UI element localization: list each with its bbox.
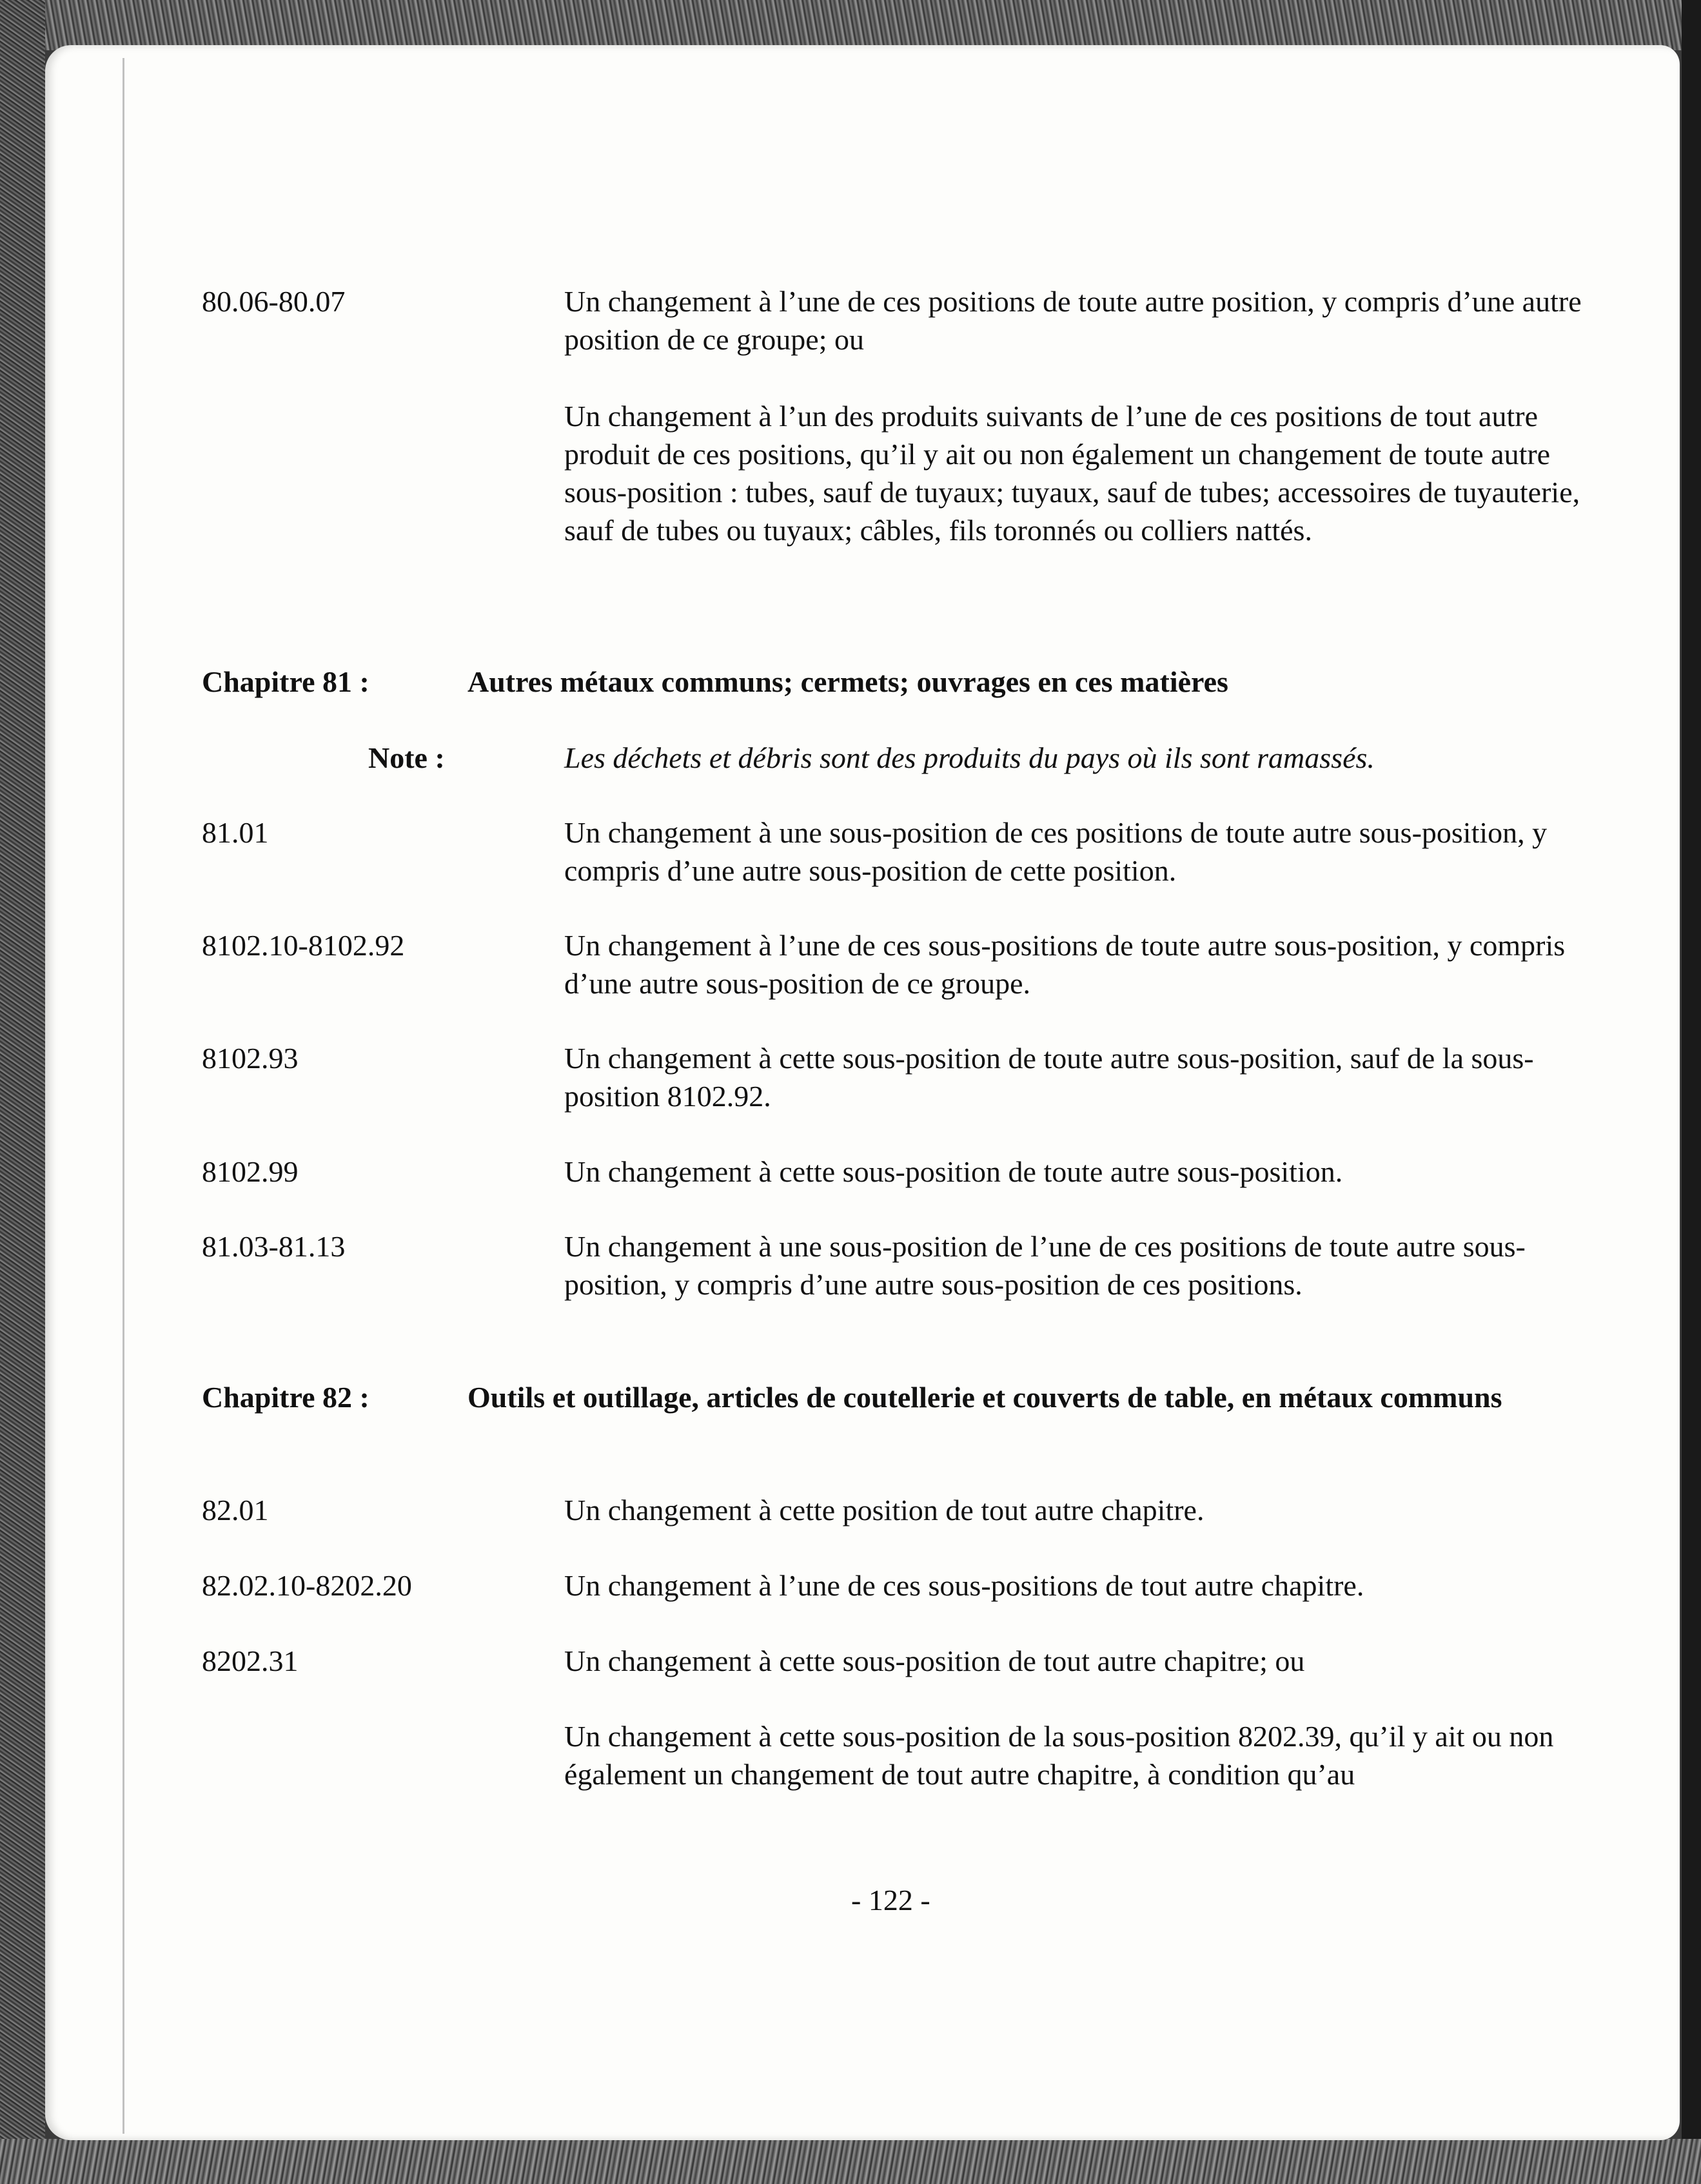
rule-paragraph: Un changement à l’un des produits suivants de l’une de ces positions de tout autre produit de ces positions, qu’il y ait ou non également un changement de toute autre sous-position : tubes, sauf de tuyaux; tuyaux, sauf de tubes; accessoires de tuyauterie, sauf de tubes ou tuyaux; câbles, fils toronnés ou colliers nattés.	[564, 400, 1580, 547]
rule-text: Un changement à une sous-position de l’une de ces positions de toute autre sous-position, y compris d’une autre sous-position de ces positions.	[564, 1230, 1526, 1301]
rule-text: Un changement à une sous-position de ces positions de toute autre sous-position, y compris d’une autre sous-position de cette position.	[564, 816, 1548, 887]
note-label: Note :	[368, 741, 445, 774]
rule-text: Un changement à cette sous-position de toute autre sous-position, sauf de la sous-position 8102.92.	[564, 1042, 1534, 1113]
tariff-code: 80.06-80.07	[202, 285, 346, 318]
rule-text: Un changement à cette position de tout autre chapitre.	[564, 1494, 1204, 1526]
chapter-label: Chapitre 82 :	[202, 1381, 369, 1414]
tariff-code: 82.01	[202, 1494, 269, 1526]
rule-text	[564, 282, 1596, 358]
chapter-title: Outils et outillage, articles de coutellerie et couverts de table, en métaux communs	[467, 1381, 1502, 1414]
chapter-title: Autres métaux communs; cermets; ouvrages en ces matières	[467, 665, 1228, 698]
tariff-code: 8102.93	[202, 1042, 299, 1075]
tariff-code: 8102.99	[202, 1155, 299, 1188]
tariff-code: 8102.10-8102.92	[202, 929, 405, 962]
tariff-code: 81.03-81.13	[202, 1230, 346, 1263]
rule-paragraph: Un changement à l’une de ces positions de toute autre position, y compris d’une autre position de ce groupe; ou	[564, 285, 1582, 356]
rule-text: Un changement à l’une de ces sous-positions de toute autre sous-position, y compris d’une autre sous-position de ce groupe.	[564, 929, 1566, 1000]
tariff-code: 82.02.10-8202.20	[202, 1569, 412, 1602]
tariff-code: 8202.31	[202, 1644, 299, 1677]
rule-text: Un changement à cette sous-position de la sous-position 8202.39, qu’il y ait ou non également un changement de tout autre chapitre, à condition qu’au	[564, 1720, 1554, 1791]
note-text: Les déchets et débris sont des produits du pays où ils sont ramassés.	[564, 741, 1375, 774]
chapter-label: Chapitre 81 :	[202, 665, 369, 698]
rule-text	[564, 397, 1596, 549]
rule-text: Un changement à cette sous-position de tout autre chapitre; ou	[564, 1644, 1305, 1677]
page-number: - 122 -	[851, 1884, 930, 1916]
rule-text: Un changement à cette sous-position de toute autre sous-position.	[564, 1155, 1343, 1188]
rule-text: Un changement à l’une de ces sous-positions de tout autre chapitre.	[564, 1569, 1364, 1602]
tariff-code: 81.01	[202, 816, 269, 849]
